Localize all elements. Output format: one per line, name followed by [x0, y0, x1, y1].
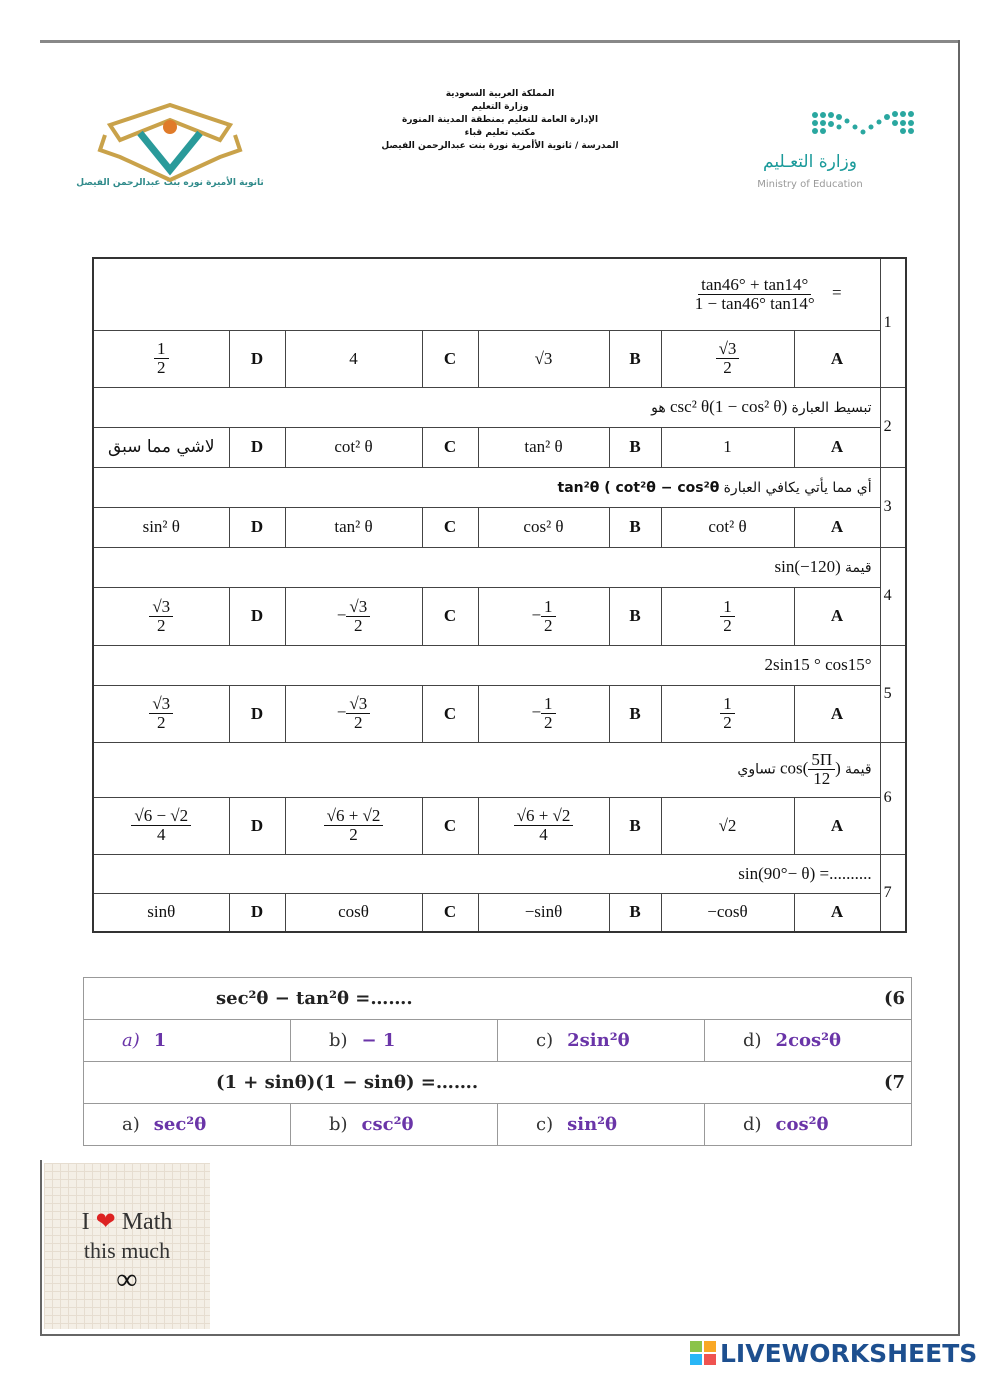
- option-value: − 1: [361, 1030, 396, 1051]
- question-number-4: 4: [880, 547, 906, 645]
- frac-num: √3: [346, 695, 370, 714]
- option-value: sec²θ: [153, 1114, 207, 1135]
- frac-den: 2: [349, 825, 358, 844]
- options-row-7: [93, 893, 906, 932]
- frac-num: 1: [541, 598, 556, 617]
- frac-den: 2: [723, 713, 732, 732]
- option-letter: d): [743, 1030, 762, 1051]
- q1-option-d-label[interactable]: D: [229, 330, 285, 387]
- question-row-7: [93, 854, 906, 893]
- question-3-text: [93, 467, 880, 507]
- minus-sign: −: [336, 604, 347, 624]
- q1-option-c-value[interactable]: 4: [285, 330, 422, 387]
- i-love-math-image: [44, 1163, 210, 1329]
- frac-den: 2: [354, 713, 363, 732]
- extra-question-7-text: (1 + sinθ)(1 − sinθ) =…….: [216, 1072, 479, 1093]
- frac-num: √6 + √2: [324, 807, 384, 826]
- q3-option-d-label[interactable]: D: [229, 507, 285, 547]
- frac-den: 2: [157, 713, 166, 732]
- frac-num: √6 + √2: [514, 807, 574, 826]
- infinity-icon: ∞: [116, 1263, 138, 1296]
- option-letter: c): [536, 1030, 554, 1051]
- q3-option-b-label[interactable]: B: [609, 507, 661, 547]
- option-value: csc²θ: [361, 1114, 414, 1135]
- extra-options-row-7: [84, 1104, 912, 1146]
- q1-option-b-value[interactable]: √3: [478, 330, 609, 387]
- header-line-country: المملكة العربية السعودية: [445, 89, 555, 99]
- q2-option-b-value[interactable]: tan² θ: [478, 427, 609, 467]
- q6-suffix: تساوي: [737, 761, 776, 778]
- q1-den-part-b: tan14°: [770, 293, 815, 313]
- option-value: sin²θ: [567, 1114, 618, 1135]
- q3-option-d-value[interactable]: sin² θ: [93, 507, 229, 547]
- extra-q6-option-a[interactable]: [84, 1020, 291, 1062]
- question-2-text: [93, 387, 880, 427]
- question-row-5: [93, 645, 906, 685]
- question-row-4: [93, 547, 906, 587]
- frac-num: 1: [154, 340, 169, 359]
- math-image-i: I: [81, 1209, 90, 1235]
- q2-option-a-value[interactable]: 1: [661, 427, 794, 467]
- q2-option-c-label[interactable]: C: [422, 427, 478, 467]
- q1-fraction: [692, 276, 818, 313]
- question-number-3: 3: [880, 467, 906, 547]
- q7-option-d-label[interactable]: D: [229, 893, 285, 932]
- q2-expression: csc² θ(1 − cos² θ): [669, 397, 788, 416]
- math-image-line-1: [44, 1207, 210, 1236]
- extra-q7-option-a[interactable]: [84, 1104, 291, 1146]
- q4-expression: sin(−120): [774, 557, 841, 576]
- q3-option-a-label[interactable]: A: [794, 507, 880, 547]
- question-row-2: [93, 387, 906, 427]
- q2-option-b-label[interactable]: B: [609, 427, 661, 467]
- q5-option-b-value[interactable]: [478, 685, 609, 742]
- question-number-6: 6: [880, 742, 906, 854]
- q4-option-b-label[interactable]: B: [609, 587, 661, 645]
- school-name: ثانوية الأميرة نوره بنت عبدالرحمن الفيصل: [76, 178, 264, 188]
- option-letter: d): [743, 1114, 762, 1135]
- frac-den: 12: [813, 769, 831, 788]
- q3-option-b-value[interactable]: cos² θ: [478, 507, 609, 547]
- page-frame-left: [40, 1160, 42, 1336]
- frac-den: 2: [157, 615, 166, 635]
- q6-close: ): [835, 758, 841, 778]
- q4-option-d-value[interactable]: [93, 587, 229, 645]
- frac-den: 2: [157, 358, 166, 377]
- extra-question-7: [84, 1062, 912, 1104]
- question-row-6: [93, 742, 906, 797]
- page-frame-right: [958, 40, 960, 1336]
- frac-num: √3: [346, 598, 370, 617]
- extra-q7-option-d[interactable]: [705, 1104, 912, 1146]
- q6-option-b-label[interactable]: B: [609, 797, 661, 854]
- q1-denominator: [692, 295, 818, 313]
- q1-equals: =: [831, 283, 842, 303]
- q5-option-b-label[interactable]: B: [609, 685, 661, 742]
- q2-option-d-value[interactable]: لاشي مما سبق: [93, 427, 229, 467]
- frac-num: √3: [149, 695, 173, 714]
- q2-option-d-label[interactable]: D: [229, 427, 285, 467]
- options-row-4: [93, 587, 906, 645]
- header-line-administration: الإدارة العامة للتعليم بمنطقة المدينة المنورة: [401, 115, 599, 125]
- minus-sign: −: [336, 702, 347, 722]
- q6-option-d-label[interactable]: D: [229, 797, 285, 854]
- option-value: 2sin²θ: [567, 1030, 630, 1051]
- frac-den: 4: [157, 825, 166, 844]
- extra-question-row-7: [84, 1062, 912, 1104]
- math-image-line-2: this much: [83, 1238, 171, 1263]
- q4-option-a-label[interactable]: A: [794, 587, 880, 645]
- ministry-name-english: Ministry of Education: [757, 179, 863, 190]
- page-frame-top: [40, 40, 960, 43]
- header-line-ministry: وزارة التعليم: [471, 102, 529, 112]
- q1-option-d-value[interactable]: [93, 330, 229, 387]
- extra-question-6-text: sec²θ − tan²θ =…….: [216, 988, 413, 1009]
- questions-table: [92, 257, 907, 933]
- extra-questions-table: [83, 977, 912, 1146]
- frac-num: 1: [720, 598, 735, 617]
- question-number-7: 7: [880, 854, 906, 932]
- q5-option-a-label[interactable]: A: [794, 685, 880, 742]
- frac-num: √3: [149, 598, 173, 617]
- q7-option-b-value[interactable]: −sinθ: [478, 893, 609, 932]
- q6-option-a-value[interactable]: √2: [661, 797, 794, 854]
- options-row-6: [93, 797, 906, 854]
- math-image-math: Math: [121, 1209, 173, 1235]
- q3-option-a-value[interactable]: cot² θ: [661, 507, 794, 547]
- option-value: 2cos²θ: [775, 1030, 842, 1051]
- q7-option-d-value[interactable]: sinθ: [93, 893, 229, 932]
- q6-option-b-value[interactable]: [478, 797, 609, 854]
- frac-num: 1: [541, 695, 556, 714]
- option-letter: a): [122, 1030, 140, 1051]
- ministry-name-arabic: وزارة التعـليم: [763, 152, 857, 172]
- minus-sign: −: [531, 604, 542, 624]
- question-5-text: 2sin15 ° cos15°: [93, 645, 880, 685]
- q5-option-c-label[interactable]: C: [422, 685, 478, 742]
- q4-option-a-value[interactable]: [661, 587, 794, 645]
- q6-option-d-value[interactable]: [93, 797, 229, 854]
- q1-option-b-label[interactable]: B: [609, 330, 661, 387]
- q2-prompt: تبسيط العبارة: [791, 400, 872, 416]
- q1-option-a-label[interactable]: A: [794, 330, 880, 387]
- header-line-office: مكتب تعليم قباء: [464, 128, 536, 138]
- options-row-1: [93, 330, 906, 387]
- q7-option-a-value[interactable]: −cosθ: [661, 893, 794, 932]
- q2-option-c-value[interactable]: cot² θ: [285, 427, 422, 467]
- options-row-2: [93, 427, 906, 467]
- q5-option-a-value[interactable]: [661, 685, 794, 742]
- extra-question-7-number: (7: [883, 1072, 905, 1093]
- q7-option-a-label[interactable]: A: [794, 893, 880, 932]
- frac-num: 1: [720, 695, 735, 714]
- question-number-1: 1: [880, 258, 906, 387]
- option-letter: c): [536, 1114, 554, 1135]
- q2-suffix: هو: [651, 400, 666, 416]
- frac-num: 5Π: [808, 751, 835, 770]
- q6-option-c-value[interactable]: [285, 797, 422, 854]
- extra-q6-option-b[interactable]: [291, 1020, 498, 1062]
- options-row-3: [93, 507, 906, 547]
- option-letter: a): [122, 1114, 140, 1135]
- q4-prompt: قيمة: [845, 560, 872, 576]
- q4-option-b-value[interactable]: [478, 587, 609, 645]
- option-letter: b): [329, 1030, 348, 1051]
- q5-option-d-value[interactable]: [93, 685, 229, 742]
- frac-den: 2: [544, 713, 553, 732]
- q6-prompt: قيمة: [845, 761, 872, 778]
- question-row-1: [93, 258, 906, 330]
- question-number-5: 5: [880, 645, 906, 742]
- q2-option-a-label[interactable]: A: [794, 427, 880, 467]
- minus-sign: −: [531, 702, 542, 722]
- q1-numerator: tan46° + tan14°: [698, 276, 811, 295]
- frac-den: 2: [544, 615, 553, 635]
- q6-option-c-label[interactable]: C: [422, 797, 478, 854]
- options-row-5: [93, 685, 906, 742]
- extra-q6-option-c[interactable]: [498, 1020, 705, 1062]
- q4-option-d-label[interactable]: D: [229, 587, 285, 645]
- extra-question-row-6: [84, 978, 912, 1020]
- option-value: cos²θ: [775, 1114, 829, 1135]
- q3-option-c-value[interactable]: tan² θ: [285, 507, 422, 547]
- frac-num: √3: [716, 340, 740, 359]
- option-value: 1: [153, 1030, 167, 1051]
- liveworksheets-text: LIVEWORKSHEETS: [720, 1338, 978, 1368]
- document-header: [370, 88, 630, 153]
- question-row-3: [93, 467, 906, 507]
- q1-option-c-label[interactable]: C: [422, 330, 478, 387]
- frac-den: 2: [354, 615, 363, 635]
- q7-option-c-label[interactable]: C: [422, 893, 478, 932]
- q3-option-c-label[interactable]: C: [422, 507, 478, 547]
- q1-option-a-value[interactable]: [661, 330, 794, 387]
- liveworksheets-logo-icon: [690, 1341, 716, 1365]
- q4-option-c-value[interactable]: [285, 587, 422, 645]
- question-7-text: sin(90°− θ) =..........: [93, 854, 880, 893]
- header-line-school: المدرسة / ثانوية الأأمرية نورة بنت عبدالرحمن الفيصل: [381, 141, 619, 151]
- heart-icon: ❤: [95, 1209, 116, 1235]
- q6-cos: cos(: [780, 758, 809, 778]
- question-number-2: 2: [880, 387, 906, 467]
- extra-q6-option-d[interactable]: [705, 1020, 912, 1062]
- frac-num: √6 − √2: [131, 807, 191, 826]
- q3-expression: tan²θ ( cot²θ − cos²θ: [557, 480, 720, 496]
- question-4-text: [93, 547, 880, 587]
- liveworksheets-brand[interactable]: [690, 1338, 977, 1368]
- page-frame-bottom: [40, 1334, 960, 1336]
- frac-den: 4: [539, 825, 548, 844]
- q5-option-c-value[interactable]: [285, 685, 422, 742]
- extra-options-row-6: [84, 1020, 912, 1062]
- frac-den: 2: [723, 615, 732, 635]
- q3-prompt: أي مما يأتي يكافي العبارة: [723, 480, 872, 496]
- extra-question-6: [84, 978, 912, 1020]
- q6-option-a-label[interactable]: A: [794, 797, 880, 854]
- q5-option-d-label[interactable]: D: [229, 685, 285, 742]
- extra-question-6-number: (6: [883, 988, 905, 1009]
- question-6-text: [93, 742, 880, 797]
- q7-option-c-value[interactable]: cosθ: [285, 893, 422, 932]
- question-1-text: [93, 258, 880, 330]
- option-letter: b): [329, 1114, 348, 1135]
- q1-den-part-a: 1 − tan46°: [694, 293, 766, 313]
- q4-option-c-label[interactable]: C: [422, 587, 478, 645]
- q7-option-b-label[interactable]: B: [609, 893, 661, 932]
- extra-q7-option-c[interactable]: [498, 1104, 705, 1146]
- frac-den: 2: [723, 358, 732, 377]
- extra-q7-option-b[interactable]: [291, 1104, 498, 1146]
